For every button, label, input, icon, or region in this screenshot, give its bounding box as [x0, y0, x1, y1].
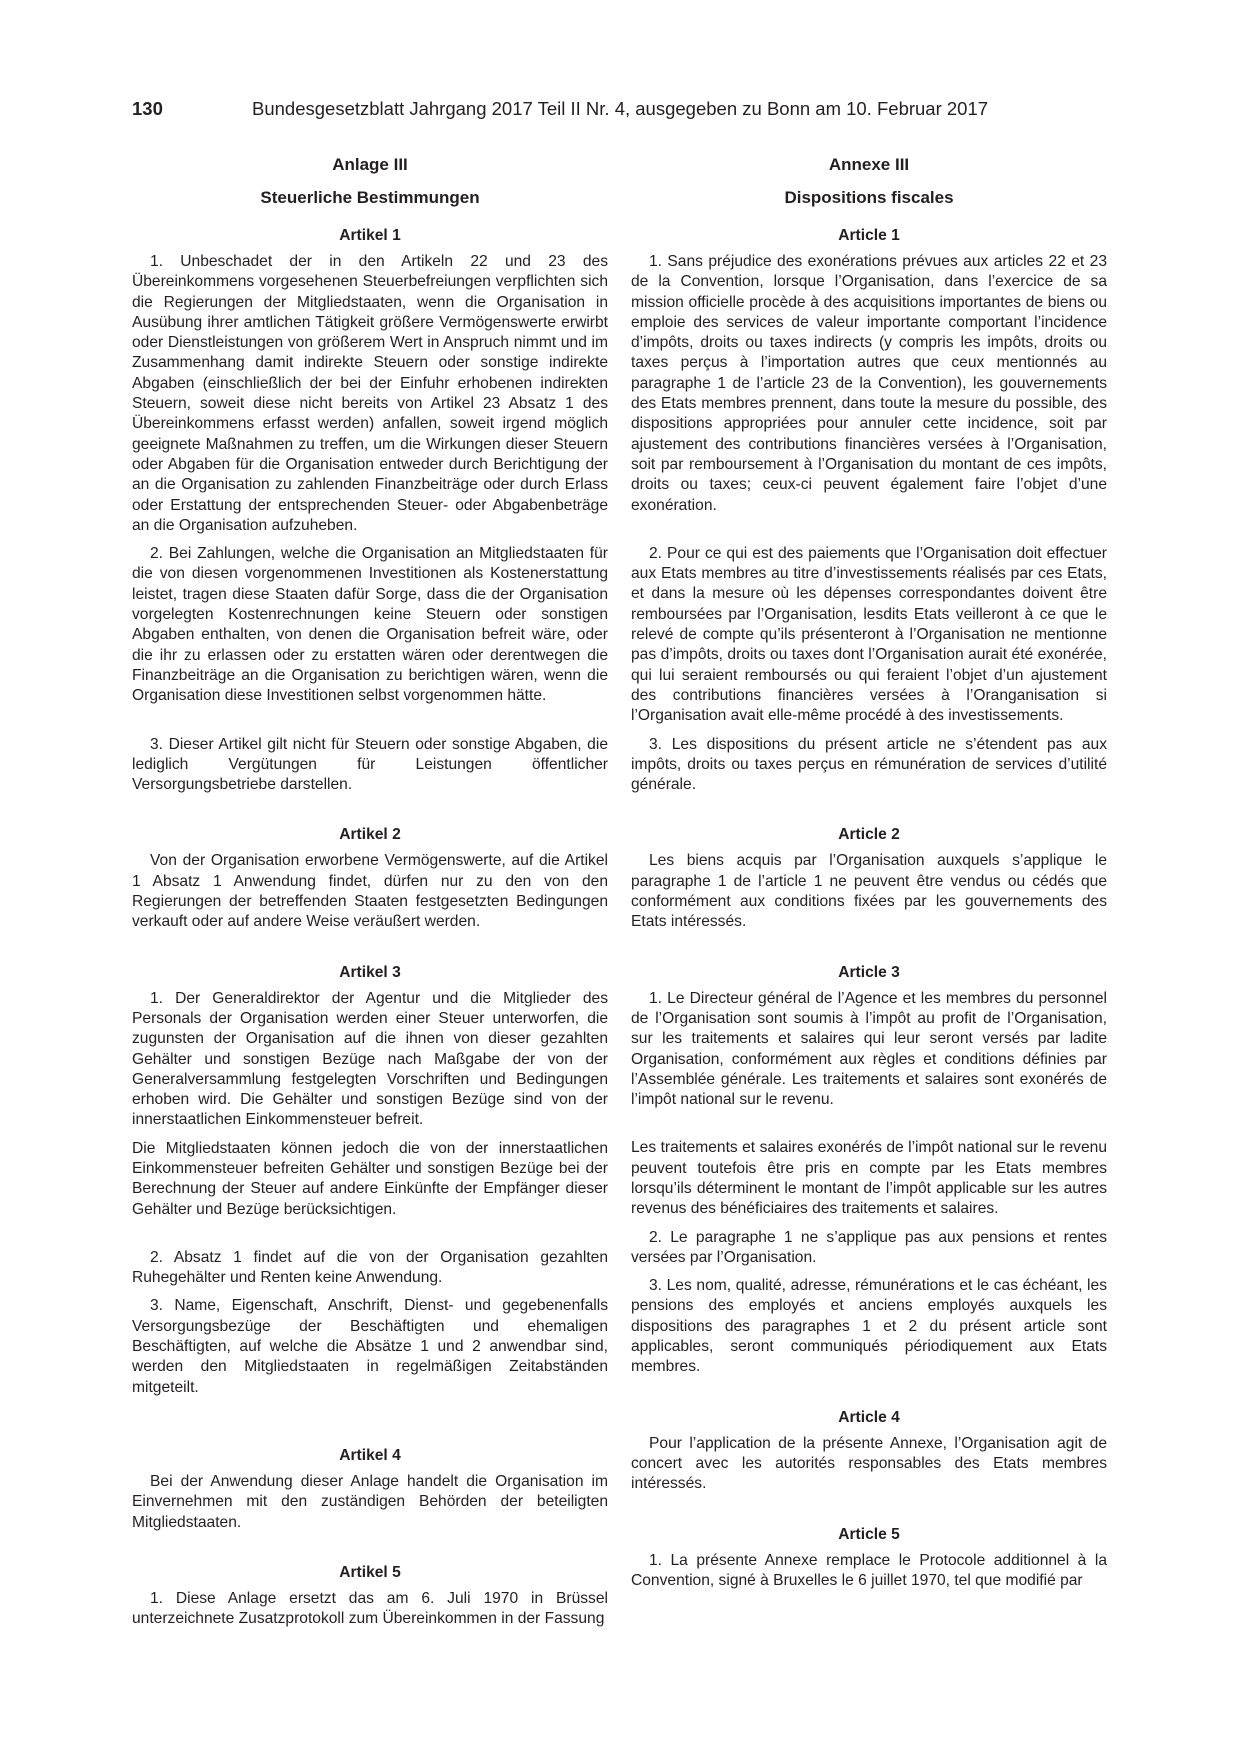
article-paragraph: Les biens acquis par l’Organisation auxquels s’applique le paragraphe 1 de l’article 1 ne peuvent être vendus ou cédés que conformément aux conditions fixées par les gouvernements des Etats intéressés. — [631, 852, 1107, 931]
article-paragraph: 2. Absatz 1 findet auf die von der Organisation gezahlten Ruhegehälter und Renten keine Anwendung. — [132, 1248, 608, 1287]
article-heading: Artikel 5 — [339, 1563, 401, 1581]
annex-title: Anlage III — [332, 155, 408, 174]
article-paragraph: Bei der Anwendung dieser Anlage handelt die Organisation im Einvernehmen mit den zuständigen Behörden der beteiligten Mitgliedstaaten. — [132, 1472, 608, 1531]
article-paragraph: Die Mitgliedstaaten können jedoch die von der innerstaatlichen Einkommensteuer befreiten Gehälter und sonstigen Bezüge bei der Berechnung der Steuer auf andere Einkünfte der Empfänger dieser Gehälter und Bezüge berücksichtigen. — [132, 1139, 608, 1218]
article-heading: Artikel 4 — [339, 1446, 401, 1464]
article-paragraph: 1. Unbeschadet der in den Artikeln 22 und 23 des Übereinkommens vorgesehenen Steuerbefreiungen verpflichten sich die Regierungen der Mitgliedstaaten, wenn die Organisation in Ausübung ihrer amtlichen Tätigkeit größere Vermögenswerte erwirbt oder Dienstleistungen von größerem Wert in Anspruch nimmt und im Zusammenhang damit indirekte Steuern oder sonstige indirekte Abgaben (einschließlich der bei der Einfuhr erhobenen indirekten Steuern, soweit diese nicht bereits von Artikel 23 Absatz 1 des Übereinkommens erfasst werden) anfallen, soweit irgend möglich geeignete Maßnahmen zu treffen, um die Wirkungen dieser Steuern oder Abgaben für die Organisation entweder durch Berichtigung der an die Organisation zu zahlenden Finanzbeiträge oder durch Erlass oder Erstattung der entsprechenden Steuer- oder Abgabenbeträge an die Organisation aufzuheben. — [132, 253, 608, 534]
page-number: 130 — [132, 98, 163, 119]
article-paragraph: 2. Pour ce qui est des paiements que l’Organisation doit effectuer aux Etats membres au titre d’investissements réalisés par ces Etats, et dans la mesure où les dépenses correspondantes doivent être remboursées par l’Organisation, lesdits Etats veilleront à ce que le relevé de compte qu’ils présenteront à l’Organisation ne mentionne pas d’impôts, droits ou taxes dont l’Organisation aurait été exonérée, qui lui seraient remboursés ou qui feraient l’objet d’un ajustement des contributions financières versées à l’Oranganisation si l’Organisation avait elle-même procédé à des investissements. — [631, 544, 1107, 725]
article-paragraph: 3. Dieser Artikel gilt nicht für Steuern oder sonstige Abgaben, die lediglich Vergütungen für Leistungen öffentlicher Versorgungsbetriebe darstellen. — [132, 735, 608, 794]
article-paragraph: 2. Le paragraphe 1 ne s’applique pas aux pensions et rentes versées par l’Organisation. — [631, 1228, 1107, 1266]
gazette-title: Bundesgesetzblatt Jahrgang 2017 Teil II Nr. 4, ausgegeben zu Bonn am 10. Februar 2017 — [252, 98, 989, 119]
article-paragraph: 3. Les dispositions du présent article ne s’étendent pas aux impôts, droits ou taxes perçus en rémunération de services d’utilité générale. — [631, 735, 1107, 794]
article-heading: Artikel 2 — [339, 826, 401, 844]
article-paragraph: 1. La présente Annexe remplace le Protocole additionnel à la Convention, signé à Bruxelles le 6 juillet 1970, tel que modifié par — [631, 1551, 1107, 1589]
french-column — [631, 155, 1107, 1599]
article-heading: Artikel 1 — [339, 227, 401, 244]
article-paragraph: Von der Organisation erworbene Vermögenswerte, auf die Artikel 1 Absatz 1 Anwendung findet, dürfen nur zu den von den Regierungen der betreffenden Staaten festgesetzten Bedingungen verkauft oder auf andere Weise veräußert werden. — [132, 852, 608, 931]
article-heading: Article 4 — [838, 1408, 900, 1426]
annex-subtitle: Steuerliche Bestimmungen — [260, 188, 480, 207]
annex-subtitle: Dispositions fiscales — [784, 188, 954, 207]
article-heading: Article 1 — [838, 227, 900, 244]
article-heading: Artikel 3 — [339, 963, 401, 981]
annex-title: Annexe III — [828, 155, 910, 174]
article-paragraph: Les traitements et salaires exonérés de l’impôt national sur le revenu peuvent toutefois être pris en compte par les Etats membres lorsqu’ils déterminent le montant de l’impôt applicable sur les autres revenus des bénéficiaires des traitements et salaires. — [631, 1139, 1107, 1218]
article-heading: Article 3 — [838, 963, 900, 981]
article-heading: Article 2 — [838, 826, 900, 844]
article-paragraph: 2. Bei Zahlungen, welche die Organisation an Mitgliedstaaten für die von diesen vorgenommenen Investitionen als Kostenerstattung leistet, tragen diese Staaten dafür Sorge, dass die der Organisation vorgelegten Kostenrechnungen keine Steuern oder sonstigen Abgaben enthalten, von denen die Organisation befreit wäre, oder die ihr zu erlassen oder zu erstatten wären oder derentwegen die Finanzbeiträge an die Organisation zu berichtigen wären, wenn die Organisation diese Investitionen selbst vorgenommen hätte. — [132, 545, 608, 705]
page-header — [132, 98, 1108, 128]
article-heading: Article 5 — [838, 1525, 900, 1543]
article-paragraph: 1. Der Generaldirektor der Agentur und die Mitglieder des Personals der Organisation werden einer Steuer unterworfen, die zugunsten der Organisation auf die ihnen von dieser gezahlten Gehälter und sonstigen Bezüge nach Maßgabe der von der Generalversammlung festgelegten Vorschriften und Bedingungen erhoben wird. Die Gehälter und sonstigen Bezüge sind von der innerstaatlichen Einkommensteuer befreit. — [132, 989, 608, 1129]
article-paragraph: 3. Name, Eigenschaft, Anschrift, Dienst- und gegebenenfalls Versorgungsbezüge der Beschäftigten und ehemaligen Beschäftigten, auf welche die Absätze 1 und 2 anwendbar sind, werden den Mitgliedstaaten in regelmäßigen Zeitabständen mitgeteilt. — [132, 1297, 608, 1396]
article-paragraph: 1. Sans préjudice des exonérations prévues aux articles 22 et 23 de la Convention, lorsque l’Organisation, dans l’exercice de sa mission officielle procède à des acquisitions importantes de biens ou emploie des services de valeur importante comportant l’incidence d’impôts, droits ou taxes indirects (y compris les impôts, droits ou taxes perçus à l’importation autres que ceux mentionnés au paragraphe 1 de l’article 23 de la Convention), les gouvernements des Etats membres prennent, dans toute la mesure du possible, des dispositions appropriées pour annuler cette incidence, soit par ajustement des contributions financières versées à l’Organisation, soit par remboursement à l’Organisation du montant de ces impôts, droits ou taxes; ceux-ci peuvent également faire l’objet d’une exonération. — [631, 253, 1107, 514]
article-paragraph: Pour l’application de la présente Annexe, l’Organisation agit de concert avec les autorités responsables des Etats membres intéressés. — [631, 1434, 1107, 1493]
german-column — [132, 155, 608, 1637]
article-paragraph: 3. Les nom, qualité, adresse, rémunérations et le cas échéant, les pensions des employés et anciens employés auxquels les dispositions des paragraphes 1 et 2 du présent article sont applicables, seront communiqués périodiquement aux Etats membres. — [631, 1277, 1107, 1376]
article-paragraph: 1. Diese Anlage ersetzt das am 6. Juli 1970 in Brüssel unterzeichnete Zusatzprotokoll zum Übereinkommen in der Fassung — [132, 1589, 608, 1628]
article-paragraph: 1. Le Directeur général de l’Agence et les membres du personnel de l’Organisation sont soumis à l’impôt au profit de l’Organisation, sur les traitements et salaires qui leur seront versés par ladite Organisation, conformément aux règles et conditions définies par l’Assemblée générale. Les traitements et salaires sont exonérés de l’impôt national sur le revenu. — [631, 989, 1107, 1109]
